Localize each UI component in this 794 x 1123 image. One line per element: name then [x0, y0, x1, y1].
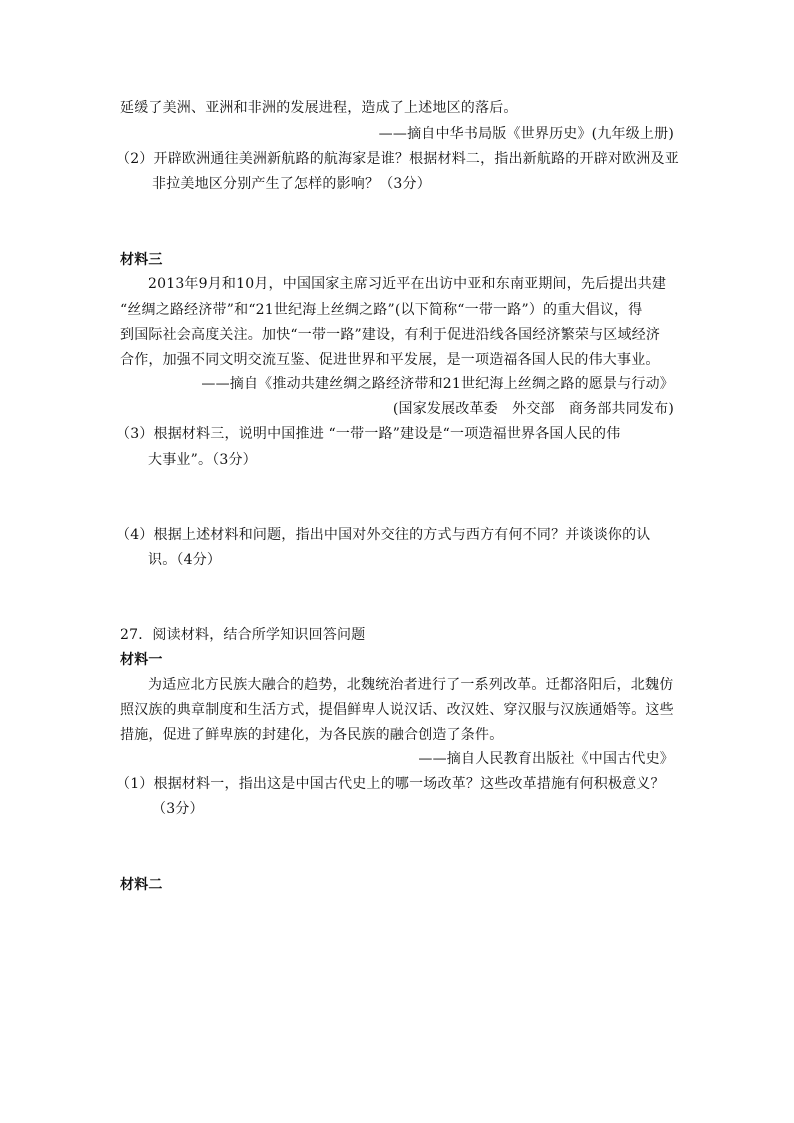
- material-1-line-1: 为适应北方民族大融合的趋势，北魏统治者进行了一系列改革。迁都洛阳后，北魏仿: [148, 677, 674, 693]
- question-2-line-2: 非拉美地区分别产生了怎样的影响？（3分）: [152, 176, 431, 192]
- question-4-line-1: （4）根据上述材料和问题，指出中国对外交往的方式与西方有何不同？并谈谈你的认: [116, 527, 651, 543]
- material-1-line-2: 照汉族的典章制度和生活方式，提倡鲜卑人说汉话、改汉姓、穿汉服与汉族通婚等。这些: [120, 702, 674, 718]
- source-citation-publisher: (国家发展改革委 外交部 商务部共同发布): [392, 401, 674, 417]
- material-3-line-4: 合作，加强不同文明交流互鉴、促进世界和平发展，是一项造福各国人民的伟大事业。: [120, 352, 660, 368]
- source-citation-chinese-history: ——摘自人民教育出版社《中国古代史》: [418, 751, 674, 767]
- question-3-line-1: （3）根据材料三，说明中国推进 “一带一路”建设是“一项造福世界各国人民的伟: [116, 426, 621, 442]
- material-3-line-1: 2013年9月和10月，中国国家主席习近平在出访中亚和东南亚期间，先后提出共建: [148, 276, 667, 292]
- material-2-heading: 材料二: [120, 877, 163, 893]
- question-4-line-2: 识。（4分）: [148, 552, 222, 568]
- material-3-heading: 材料三: [120, 252, 163, 268]
- source-citation-belt-road: ——摘自《推动共建丝绸之路经济带和21世纪海上丝绸之路的愿景与行动》: [201, 376, 674, 392]
- material-3-line-2: “丝绸之路经济带”和“21世纪海上丝绸之路”(以下简称“一带一路”）的重大倡议，得: [120, 302, 643, 318]
- continued-paragraph-line: 延缓了美洲、亚洲和非洲的发展进程，造成了上述地区的落后。: [120, 100, 518, 116]
- material-1-heading: 材料一: [120, 652, 163, 668]
- source-citation-world-history: ——摘自中华书局版《世界历史》(九年级上册): [378, 126, 674, 142]
- question-2-line-1: （2）开辟欧洲通往美洲新航路的航海家是谁？根据材料二，指出新航路的开辟对欧洲及亚: [116, 151, 679, 167]
- material-3-line-3: 到国际社会高度关注。加快“一带一路”建设，有利于促进沿线各国经济繁荣与区域经济: [120, 327, 661, 343]
- question-1-line-2: （3分）: [152, 801, 204, 817]
- question-3-line-2: 大事业”。（3分）: [148, 452, 257, 468]
- question-27-title: 27．阅读材料，结合所学知识回答问题: [120, 627, 366, 643]
- material-1-line-3: 措施，促进了鲜卑族的封建化，为各民族的融合创造了条件。: [120, 727, 504, 743]
- question-1-line-1: （1）根据材料一，指出这是中国古代史上的哪一场改革？这些改革措施有何积极意义？: [116, 776, 665, 792]
